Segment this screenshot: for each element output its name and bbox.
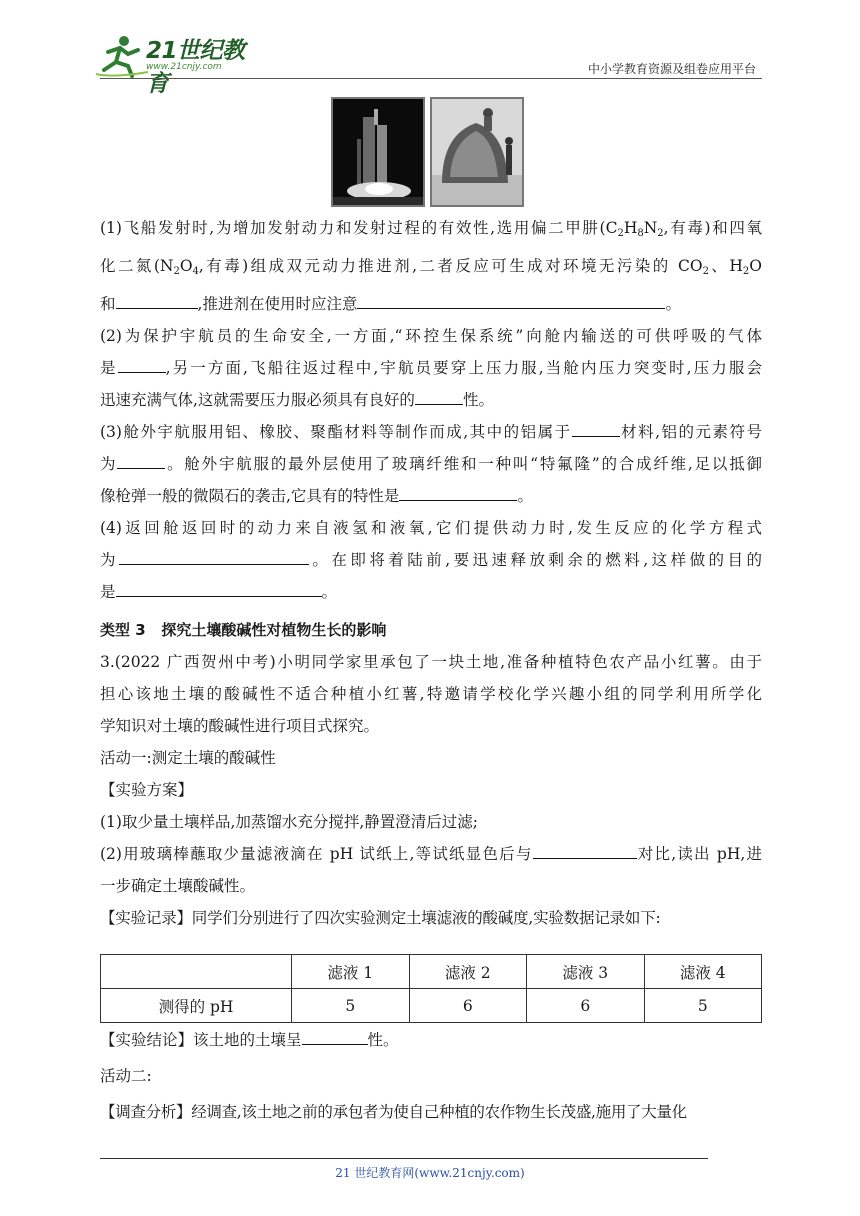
table-header-cell: 滤液 2 [409, 955, 527, 989]
header-divider [100, 78, 762, 79]
q4-line3-end: 。 [321, 583, 338, 601]
q1-line3-mid: ,推进剂在使用时应注意 [197, 295, 358, 313]
page-header [0, 0, 860, 97]
section-label: 类型 3 [100, 621, 146, 639]
subscript: 8 [637, 228, 644, 239]
answer-blank[interactable] [116, 294, 198, 309]
q1-line1: (1)飞船发射时,为增加发射动力和发射过程的有效性,选用偏二甲肼(C [100, 219, 618, 237]
table-header-row [101, 955, 762, 989]
q3-line1: (3)舱外宇航服用铝、橡胶、聚酯材料等制作而成,其中的铝属于 [100, 423, 572, 441]
q2-line3-end: 性。 [462, 391, 494, 409]
formula-text: O [179, 257, 193, 275]
subscript: 2 [742, 266, 750, 277]
q2-line1: (2)为保护宇航员的生命安全,一方面,“环控生保系统”向舱内输送的可供呼吸的气体 [100, 327, 762, 345]
q4-line1: (4)返回舱返回时的动力来自液氢和液氧,它们提供动力时,发生反应的化学方程式 [100, 519, 762, 537]
footer-divider [100, 1158, 708, 1159]
step-1-text: (1)取少量土壤样品,加蒸馏水充分搅拌,静置澄清后过滤; [100, 813, 479, 831]
question-2-paragraph [100, 320, 762, 416]
subscript: 4 [192, 266, 199, 277]
subscript: 2 [657, 228, 664, 239]
site-logo [94, 34, 264, 97]
runner-logo-icon [94, 34, 150, 78]
conclusion-end: 性。 [367, 1031, 399, 1049]
q4-line3: 是 [100, 583, 116, 601]
answer-blank[interactable] [118, 358, 166, 373]
return-capsule-photo [430, 97, 524, 207]
table-header-cell: 滤液 4 [644, 955, 762, 989]
table-cell: 5 [292, 989, 410, 1023]
q3-line2: 为 [100, 455, 118, 473]
q4-line2: 为 [100, 551, 119, 569]
question-3-paragraph [100, 416, 762, 512]
answer-blank[interactable] [399, 486, 517, 501]
formula-text: 、H [708, 257, 743, 275]
step2-line2: 一步确定土壤酸碱性。 [100, 877, 256, 895]
footer-text: 21 世纪教育网(www.21cnjy.com) [335, 1166, 525, 1180]
ph-data-table [100, 954, 762, 1023]
q5-line3: 学知识对土壤的酸碱性进行项目式探究。 [100, 717, 380, 735]
question-4-paragraph [100, 512, 762, 608]
q3-line3: 像枪弹一般的微陨石的袭击,它具有的特性是 [100, 487, 400, 505]
table-cell: 6 [527, 989, 645, 1023]
photo-group [331, 97, 531, 207]
step2-line1: (2)用玻璃棒蘸取少量滤液滴在 pH 试纸上,等试纸显色后与 [100, 845, 533, 863]
answer-blank[interactable] [357, 294, 665, 309]
logo-text: 21世纪教育 [146, 38, 245, 97]
table-cell: 5 [644, 989, 762, 1023]
table-header-cell: 滤液 1 [292, 955, 410, 989]
table-corner-cell [101, 955, 292, 989]
answer-blank[interactable] [117, 454, 165, 469]
q1-line2: 化二氮(N [100, 257, 174, 275]
answer-blank[interactable] [119, 550, 309, 565]
q1-line3-end: 。 [665, 295, 681, 313]
table-header-cell: 滤液 3 [527, 955, 645, 989]
step2-line1-tail: 对比,读出 pH,进 [636, 845, 762, 863]
answer-blank[interactable] [116, 582, 322, 597]
activity-2-label: 活动二: [100, 1067, 152, 1085]
table-row [101, 989, 762, 1023]
q4-line2-tail: 。在即将着陆前,要迅速释放剩余的燃料,这样做的目的 [308, 551, 762, 569]
q3-line3-end: 。 [517, 487, 533, 505]
q2-line2-tail: ,另一方面,飞船往返过程中,宇航员要穿上压力服,当舱内压力突变时,压力服会 [165, 359, 762, 377]
header-platform-text: 中小学教育资源及组卷应用平台 [587, 62, 756, 76]
section-heading [100, 614, 762, 646]
answer-blank[interactable] [415, 390, 463, 405]
q2-line2: 是 [100, 359, 118, 377]
logo-url: www.21cnjy.com [146, 62, 222, 72]
answer-blank[interactable] [572, 422, 620, 437]
subscript: 2 [702, 266, 709, 277]
q3-line2-tail: 。舱外宇航服的最外层使用了玻璃纤维和一种叫“特氟隆”的合成纤维,足以抵御 [165, 455, 762, 473]
step-2-paragraph [100, 838, 762, 902]
plan-label: 【实验方案】 [100, 781, 194, 799]
subscript: 2 [173, 266, 180, 277]
rocket-launch-photo [331, 97, 425, 207]
survey-text: 【调查分析】经调查,该土地之前的承包者为使自己种植的农作物生长茂盛,施用了大量化 [100, 1103, 687, 1121]
subscript: 2 [617, 228, 624, 239]
formula-text: N [643, 219, 658, 237]
answer-blank[interactable] [533, 844, 637, 859]
conclusion-text: 【实验结论】该土地的土壤呈 [100, 1031, 302, 1049]
table-row-label: 测得的 pH [101, 989, 292, 1023]
q5-line2: 担心该地土壤的酸碱性不适合种植小红薯,特邀请学校化学兴趣小组的同学利用所学化 [100, 685, 762, 703]
question-5-paragraph [100, 646, 762, 742]
q5-line1: 3.(2022 广西贺州中考)小明同学家里承包了一块土地,准备种植特色农产品小红薯。由于 [100, 653, 762, 671]
answer-blank[interactable] [302, 1030, 368, 1045]
q2-line3: 迅速充满气体,这就需要压力服必须具有良好的 [100, 391, 415, 409]
post-table-content [100, 1024, 762, 1128]
q1-line2-mid: ,有毒)组成双元动力推进剂,二者反应可生成对环境无污染的 CO [198, 257, 703, 275]
record-text: 【实验记录】同学们分别进行了四次实验测定土壤滤液的酸碱度,实验数据记录如下: [100, 909, 661, 927]
formula-text: O [749, 257, 762, 275]
question-content [100, 212, 762, 934]
q3-line1-tail: 材料,铝的元素符号 [619, 423, 762, 441]
q1-line3: 和 [100, 295, 116, 313]
table-cell: 6 [409, 989, 527, 1023]
question-1-paragraph [100, 212, 762, 320]
activity-1-label: 活动一:测定土壤的酸碱性 [100, 749, 276, 767]
formula-text: H [623, 219, 638, 237]
q1-line1-tail: ,有毒)和四氧 [663, 219, 762, 237]
section-title: 探究土壤酸碱性对植物生长的影响 [161, 621, 387, 639]
